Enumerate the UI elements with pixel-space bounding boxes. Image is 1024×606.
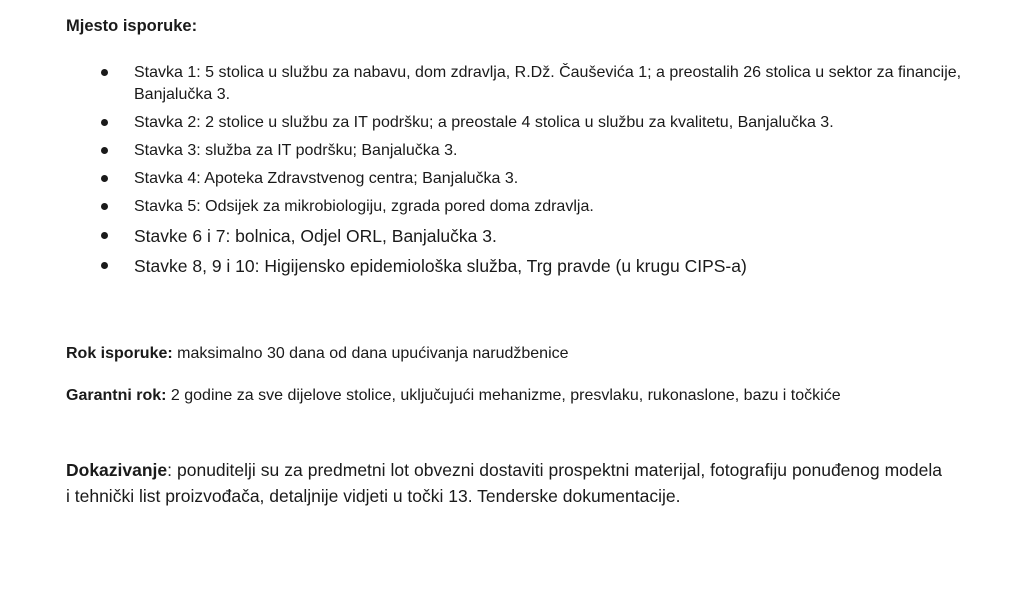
bullet-icon (101, 203, 108, 210)
bullet-icon (101, 147, 108, 154)
list-item-text: Stavke 6 i 7: bolnica, Odjel ORL, Banjalučka 3. (134, 226, 497, 246)
list-item (0, 224, 1024, 248)
list-item-text: Stavka 4: Apoteka Zdravstvenog centra; Banjalučka 3. (134, 170, 519, 187)
delivery-deadline-paragraph (66, 343, 966, 365)
list-item (0, 254, 1024, 278)
section-heading: Mjesto isporuke: (66, 17, 198, 35)
list-item-text: Stavka 1: 5 stolica u službu za nabavu, dom zdravlja, R.Dž. Čauševića 1; a preostalih 26 stolica u sektor za financije, Banjalučka 3. (134, 64, 962, 103)
list-item (0, 112, 1024, 134)
warranty-paragraph (66, 385, 966, 407)
list-item (0, 168, 1024, 190)
warranty-text: 2 godine za sve dijelove stolice, uključujući mehanizme, presvlaku, rukonaslone, bazu i točkiće (166, 387, 841, 404)
list-item-text: Stavke 8, 9 i 10: Higijensko epidemiološka služba, Trg pravde (u krugu CIPS-a) (134, 256, 747, 276)
evidence-label: Dokazivanje (66, 460, 168, 480)
bullet-icon (101, 69, 108, 76)
bullet-icon (101, 175, 108, 182)
list-item (0, 140, 1024, 162)
list-item (0, 62, 1024, 106)
evidence-text: : ponuditelji su za predmetni lot obvezni dostaviti prospektni materijal, fotografiju ponuđenog modela i tehnički list proizvođača, detaljnije vidjeti u točki 13. Tenderske dokumentacije. (66, 460, 942, 506)
list-item-text: Stavka 2: 2 stolice u službu za IT podršku; a preostale 4 stolica u službu za kvalitetu, Banjalučka 3. (134, 114, 834, 131)
bullet-icon (101, 232, 108, 239)
list-item-text: Stavka 5: Odsijek za mikrobiologiju, zgrada pored doma zdravlja. (134, 198, 594, 215)
list-item-text: Stavka 3: služba za IT podršku; Banjalučka 3. (134, 142, 458, 159)
bullet-icon (101, 262, 108, 269)
evidence-paragraph (66, 457, 942, 509)
warranty-label: Garantni rok: (66, 387, 167, 404)
list-item (0, 196, 1024, 218)
bullet-icon (101, 119, 108, 126)
delivery-deadline-label: Rok isporuke: (66, 345, 173, 362)
delivery-deadline-text: maksimalno 30 dana od dana upućivanja narudžbenice (172, 345, 569, 362)
delivery-location-list (0, 62, 1024, 284)
